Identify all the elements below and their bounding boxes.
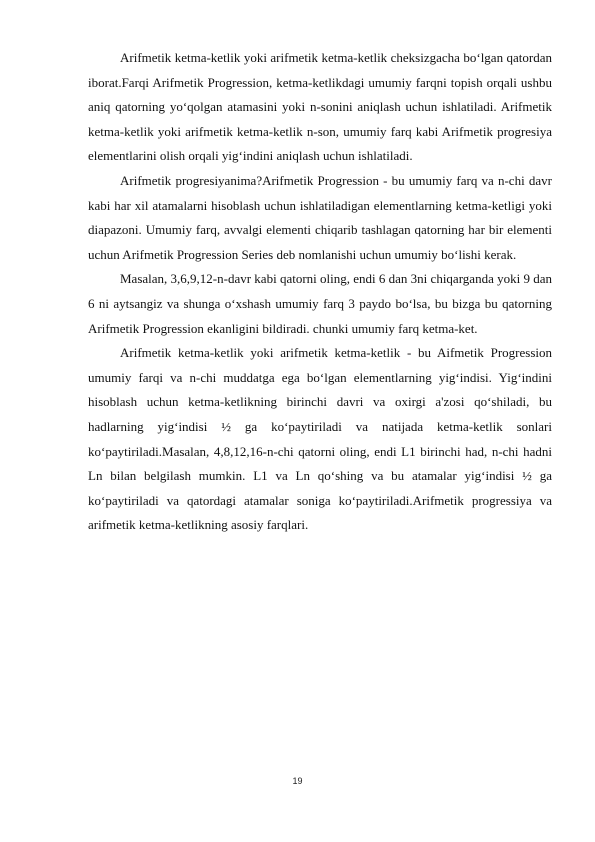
document-body [88, 46, 552, 538]
paragraph-3: Masalan, 3,6,9,12-n-davr kabi qatorni oling, endi 6 dan 3ni chiqarganda yoki 9 dan 6 ni aytsangiz va shunga o‘xshash umumiy farq 3 paydo bo‘lsa, bu bizga bu qatorning Arifmetik Progression ekanligini bildiradi. chunki umumiy farq ketma-ket. [88, 271, 552, 336]
paragraph-4: Arifmetik ketma-ketlik yoki arifmetik ketma-ketlik - bu Aifmetik Progression umumiy farqi va n-chi muddatga ega bo‘lgan elementlarning yig‘indisi. Yig‘indini hisoblash uchun ketma-ketlikning birinchi davri va oxirgi a'zosi qo‘shiladi, bu hadlarning yig‘indisi ½ ga ko‘paytiriladi va natijada ketma-ketlik sonlari ko‘paytiriladi.Masalan, 4,8,12,16-n-chi qatorni oling, endi L1 birinchi had, n-chi hadni Ln bilan belgilash mumkin. L1 va Ln qo‘shing va bu atamalar yig‘indisi ½ ga ko‘paytiriladi va qatordagi atamalar soniga ko‘paytiriladi.Arifmetik progressiya va arifmetik ketma-ketlikning asosiy farqlari. [88, 345, 552, 533]
paragraph-2: Arifmetik progresiyanima?Arifmetik Progression - bu umumiy farq va n-chi davr kabi har xil atamalarni hisoblash uchun ishlatiladigan elementlarning ketma-ketligi yoki diapazoni. Umumiy farq, avvalgi elementi chiqarib tashlagan qatorning har bir elementi uchun Arifmetik Progression Series deb nomlanishi uchun umumiy bo‘lishi kerak. [88, 172, 552, 262]
page-number: 19 [292, 776, 303, 786]
paragraph-1: Arifmetik ketma-ketlik yoki arifmetik ketma-ketlik cheksizgacha bo‘lgan qatordan iborat.Farqi Arifmetik Progression, ketma-ketlikdagi umumiy farqni topish orqali ushbu aniq qatorning yo‘qolgan atamasini yoki n-sonini aniqlash uchun ishlatiladi. Arifmetik ketma-ketlik yoki arifmetik ketma-ketlik n-son, umumiy farq kabi Arifmetik progresiya elementlarini olish orqali yig‘indini aniqlash uchun ishlatiladi. [88, 50, 552, 164]
